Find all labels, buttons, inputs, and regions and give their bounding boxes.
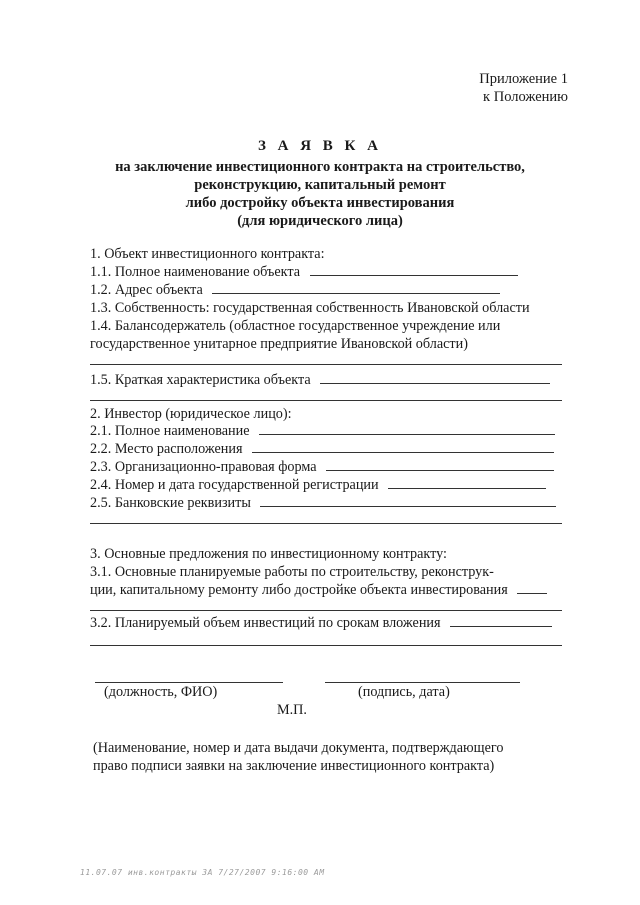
print-footer: 11.07.07 инв.контракты 3А 7/27/2007 9:16:00 AM xyxy=(80,868,325,877)
signature-date-label: (подпись, дата) xyxy=(358,684,450,700)
field-2-1-label: 2.1. Полное наименование xyxy=(90,423,250,439)
field-1-2-blank xyxy=(212,281,500,294)
title-subtitle-1: на заключение инвестиционного контракта на строительство, xyxy=(115,159,525,175)
field-3-2-label: 3.2. Планируемый объем инвестиций по срокам вложения xyxy=(90,615,441,631)
field-2-1-blank xyxy=(259,422,555,435)
appendix-line-2: к Положению xyxy=(483,89,568,105)
document-title: З А Я В К А xyxy=(257,138,383,154)
blank-line xyxy=(90,523,562,524)
field-3-2 xyxy=(90,614,552,632)
title-subtitle-2: реконструкцию, капитальный ремонт xyxy=(194,177,446,193)
title-subtitle-4: (для юридического лица) xyxy=(237,213,403,229)
field-2-2 xyxy=(90,440,554,458)
section-2-header: 2. Инвестор (юридическое лицо): xyxy=(90,406,292,422)
field-2-5-blank xyxy=(260,494,556,507)
field-3-1-line-1: 3.1. Основные планируемые работы по строительству, реконструк- xyxy=(90,564,494,580)
field-1-4-line-2: государственное унитарное предприятие Ивановской области) xyxy=(90,336,468,352)
title-subtitle-3: либо достройку объекта инвестирования xyxy=(185,195,455,211)
field-2-4-label: 2.4. Номер и дата государственной регистрации xyxy=(90,477,379,493)
field-1-1-label: 1.1. Полное наименование объекта xyxy=(90,264,301,280)
field-1-5-label: 1.5. Краткая характеристика объекта xyxy=(90,372,311,388)
field-2-5-label: 2.5. Банковские реквизиты xyxy=(90,495,251,511)
field-1-3: 1.3. Собственность: государственная собственность Ивановской области xyxy=(90,300,530,316)
field-3-1-blank xyxy=(517,581,547,594)
field-1-4-line-1: 1.4. Балансодержатель (областное государственное учреждение или xyxy=(90,318,501,334)
field-3-2-blank xyxy=(450,614,552,627)
note-line-1: (Наименование, номер и дата выдачи документа, подтверждающего xyxy=(93,740,504,756)
field-1-2-label: 1.2. Адрес объекта xyxy=(90,282,203,298)
blank-line xyxy=(90,645,562,646)
field-2-3 xyxy=(90,458,554,476)
field-2-4 xyxy=(90,476,546,494)
appendix-line-1: Приложение 1 xyxy=(479,71,568,87)
field-2-2-label: 2.2. Место расположения xyxy=(90,441,243,457)
field-2-5 xyxy=(90,494,556,512)
field-1-1 xyxy=(90,263,518,281)
field-2-2-blank xyxy=(252,440,554,453)
stamp-label: М.П. xyxy=(277,702,307,718)
section-1-header: 1. Объект инвестиционного контракта: xyxy=(90,246,325,262)
section-3-header: 3. Основные предложения по инвестиционному контракту: xyxy=(90,546,447,562)
field-1-2 xyxy=(90,281,500,299)
blank-line xyxy=(90,400,562,401)
field-3-1-label: ции, капитальному ремонту либо достройке объекта инвестирования xyxy=(90,582,508,598)
field-2-4-blank xyxy=(388,476,546,489)
field-3-1-line-2 xyxy=(90,581,547,599)
field-2-3-label: 2.3. Организационно-правовая форма xyxy=(90,459,317,475)
blank-line xyxy=(90,364,562,365)
position-name-label: (должность, ФИО) xyxy=(104,684,218,700)
field-1-5 xyxy=(90,371,550,389)
field-2-3-blank xyxy=(326,458,554,471)
field-1-1-blank xyxy=(310,263,518,276)
note-line-2: право подписи заявки на заключение инвестиционного контракта) xyxy=(93,758,495,774)
field-2-1 xyxy=(90,422,555,440)
blank-line xyxy=(90,610,562,611)
field-1-5-blank xyxy=(320,371,550,384)
